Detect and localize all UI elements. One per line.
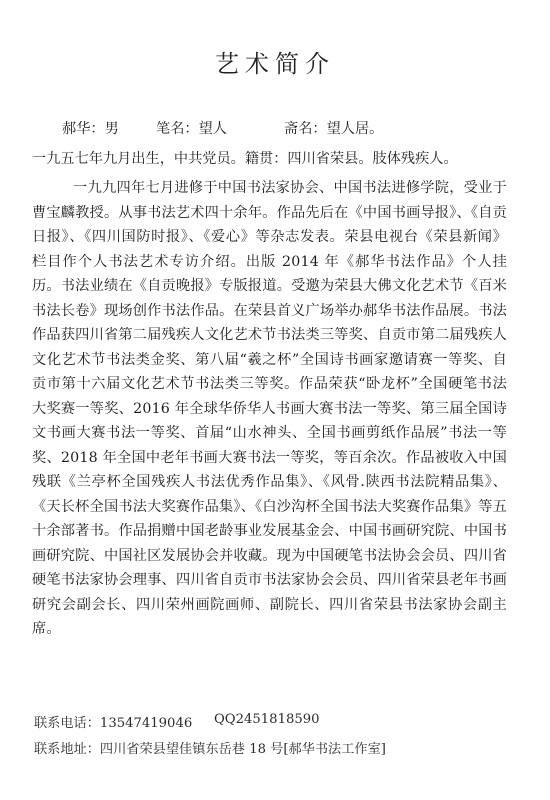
pen-name-field: 笔名：望人 — [156, 121, 227, 137]
name-field: 郝华：男 — [62, 121, 119, 137]
document-title: 艺术简介 — [215, 50, 335, 78]
birth-info-line: 一九五七年九月出生，中共党员。籍贯：四川省荣县。肢体残疾人。 — [32, 151, 458, 167]
qq-text: QQ2451818590 — [214, 712, 320, 727]
phone-text: 联系电话：13547419046 — [34, 716, 193, 731]
biography-paragraph: 一九九四年七月进修于中国书法家协会、中国书法进修学院，受业于曹宝麟教授。从事书法艺术四十余年。作品先后在《中国书画导报》、《自贡日报》、《四川国防时报》、《爱心》等杂志发表。荣县电视台《荣县新闻》栏目作个人书法艺术专访介绍。出版 2014 年《郝华书法作品》个人挂历。书法业绩在《自贡晚报》专版报道。受邀为荣县大佛文化艺术节《百米书法长卷》现场创作书法作品。在荣县首义广场举办郝华书法作品展。书法作品获四川省第二届残疾人文化艺术节书法类三等奖、自贡市第二届残疾人文化艺术节书法类金奖、第八届“羲之杯”全国诗书画家邀请赛一等奖、自贡市第十六届文化艺术节书法类三等奖。作品荣获“卧龙杯”全国硬笔书法大奖赛一等奖、2016 年全球华侨华人书画大赛书法一等奖、第三届全国诗文书画大赛书法一等奖、首届“山水神头、全国书画剪纸作品展”书法一等奖、2018 年全国中老年书画大赛书法一等奖，等百余次。作品被收入中国残联《兰亭杯全国残疾人书法优秀作品集》、《风骨.陕西书法院精品集》、《天长杯全国书法大奖赛作品集》、《白沙沟杯全国书法大奖赛作品集》等五十余部著书。作品捐赠中国老龄事业发展基金会、中国书画研究院、中国书画研究院、中国社区发展协会并收藏。现为中国硬笔书法协会会员、四川省硬笔书法家协会理事、四川省自贡市书法家协会会员、四川省荣县老年书画研究会副会长、四川荣州画院画师、副院长、四川省荣县书法家协会副主席。 — [32, 180, 507, 637]
studio-name-field: 斋名：望人居。 — [284, 121, 384, 137]
address-text: 联系地址：四川省荣县望佳镇东岳巷 18 号[郝华书法工作室] — [34, 742, 386, 757]
